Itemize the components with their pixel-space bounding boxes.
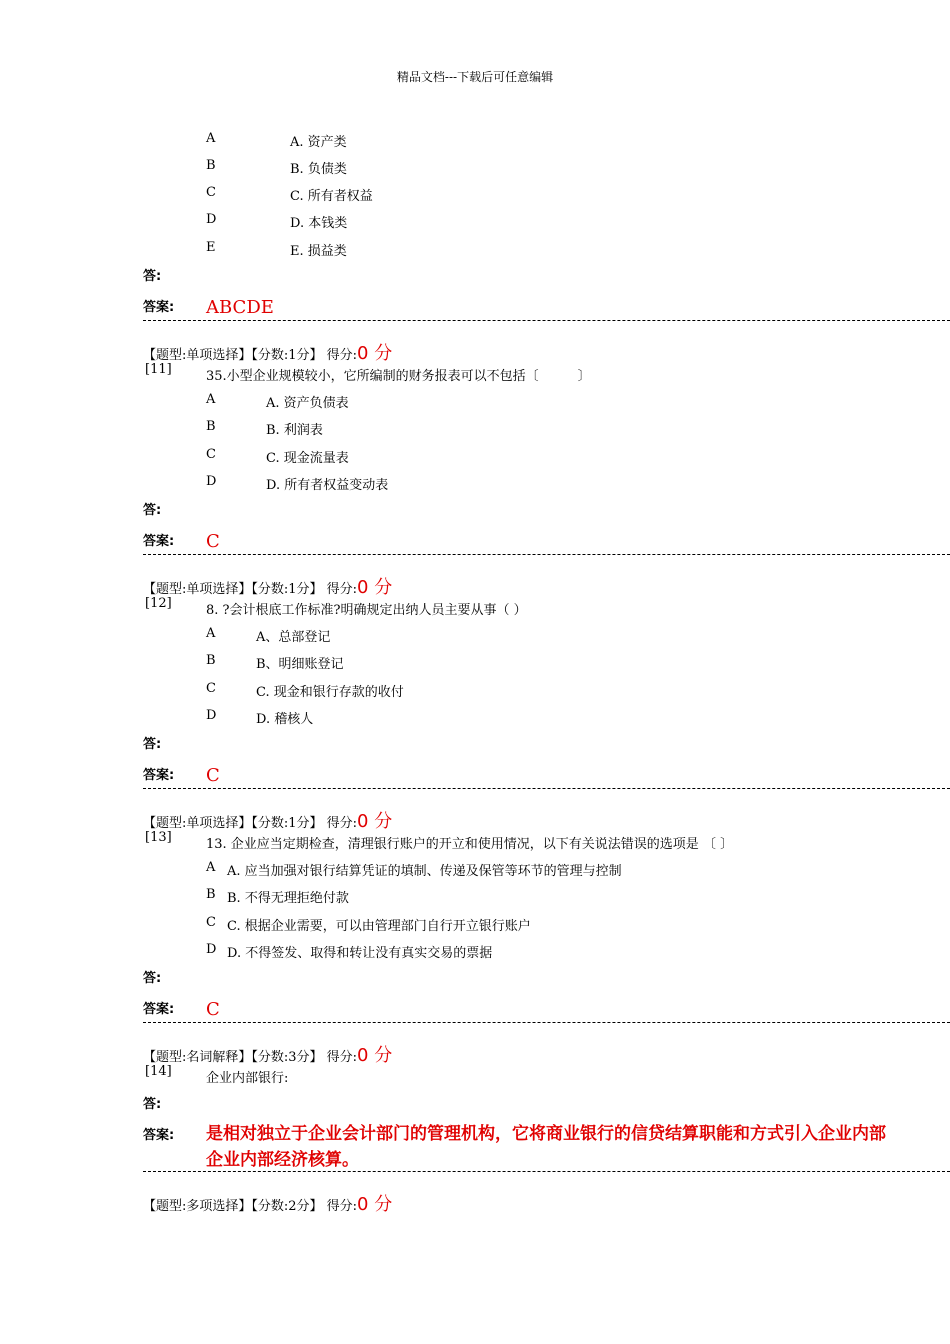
answer-value: C [206,531,220,552]
option-text: A. 资产类 [290,135,347,150]
question-meta: 【题型:单项选择】【分数:1分】 得分:0 分 [143,811,393,832]
option-letter: C [206,915,216,930]
answer-value: ABCDE [206,297,274,318]
option-text: C. 现金流量表 [266,451,349,466]
answer-blank-label: 答: [143,503,162,518]
option-text: D. 本钱类 [290,216,348,231]
answer-blank-label: 答: [143,737,162,752]
question-text: 企业内部银行: [206,1071,289,1086]
question-number: [13] [145,830,172,845]
option-text: A. 应当加强对银行结算凭证的填制、传递及保管等环节的管理与控制 [227,864,622,879]
option-text: E. 损益类 [290,244,347,259]
divider [143,320,950,321]
answer-line-1: 是相对独立于企业会计部门的管理机构，它将商业银行的信贷结算职能和方式引入企业内部 [206,1124,886,1144]
option-text: D. 不得签发、取得和转让没有真实交易的票据 [227,946,493,961]
option-text: A. 资产负债表 [266,396,349,411]
score-value: 0 分 [357,343,393,364]
answer-label: 答案: [143,534,175,549]
score-value: 0 分 [357,811,393,832]
answer-blank-label: 答: [143,1097,162,1112]
question-number: [11] [145,362,172,377]
option-letter: D [206,942,217,957]
question-text: 8. ?会计根底工作标准?明确规定出纳人员主要从事（ ） [206,603,527,618]
divider [143,788,950,789]
option-text: B. 利润表 [266,423,323,438]
option-text: B. 不得无理拒绝付款 [227,891,349,906]
answer-line-2: 企业内部经济核算。 [206,1150,359,1170]
option-text: C. 所有者权益 [290,189,373,204]
option-letter: B [206,419,216,434]
option-letter: D [206,474,217,489]
divider [143,1022,950,1023]
option-letter: E [206,240,216,255]
option-text: C. 根据企业需要，可以由管理部门自行开立银行账户 [227,919,531,934]
answer-value: C [206,999,220,1020]
option-letter: B [206,887,216,902]
option-letter: C [206,447,216,462]
question-meta: 【题型:单项选择】【分数:1分】 得分:0 分 [143,577,393,598]
answer-value [206,1121,950,1173]
score-value: 0 分 [357,1045,393,1066]
divider [143,554,950,555]
option-letter: A [206,392,216,407]
option-letter: A [206,626,216,641]
option-text: D. 稽核人 [256,712,314,727]
option-text: D. 所有者权益变动表 [266,478,389,493]
option-letter: A [206,131,216,146]
option-letter: B [206,158,216,173]
question-meta: 【题型:多项选择】【分数:2分】 得分:0 分 [143,1194,393,1215]
option-letter: D [206,212,217,227]
option-letter: C [206,681,216,696]
option-text: A、总部登记 [256,630,331,645]
score-value: 0 分 [357,1194,393,1215]
answer-label: 答案: [143,300,175,315]
score-value: 0 分 [357,577,393,598]
option-letter: A [206,860,216,875]
option-letter: B [206,653,216,668]
answer-label: 答案: [143,1002,175,1017]
answer-label: 答案: [143,1128,175,1143]
option-letter: D [206,708,217,723]
question-number: [14] [145,1064,172,1079]
answer-label: 答案: [143,768,175,783]
question-text: 35.小型企业规模较小，它所编制的财务报表可以不包括〔 〕 [206,369,591,384]
question-number: [12] [145,596,172,611]
answer-blank-label: 答: [143,269,162,284]
question-text: 13. 企业应当定期检查，清理银行账户的开立和使用情况，以下有关说法错误的选项是 〔 〕 [206,837,734,852]
answer-blank-label: 答: [143,971,162,986]
option-text: B. 负债类 [290,162,347,177]
question-meta: 【题型:单项选择】【分数:1分】 得分:0 分 [143,343,393,364]
option-text: B、明细账登记 [256,657,344,672]
option-letter: C [206,185,216,200]
option-text: C. 现金和银行存款的收付 [256,685,404,700]
page-header: 精品文档---下载后可任意编辑 [396,70,554,84]
question-meta: 【题型:名词解释】【分数:3分】 得分:0 分 [143,1045,393,1066]
divider [143,1171,950,1172]
answer-value: C [206,765,220,786]
